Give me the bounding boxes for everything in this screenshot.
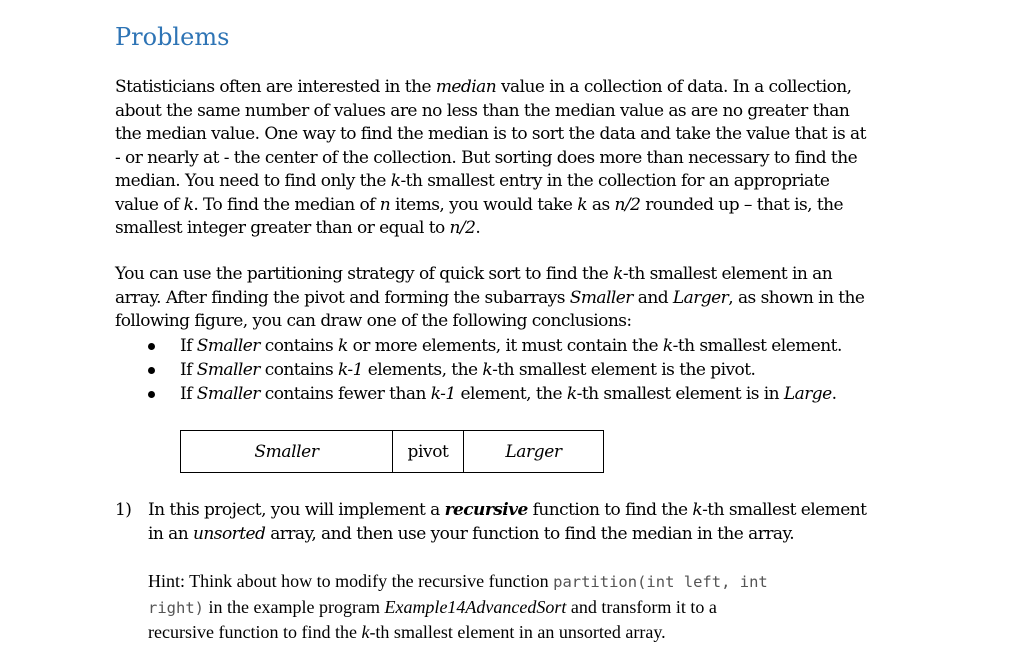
intro-paragraph: Statisticians often are interested in the median value in a collection of data. In a collection, about the same number of values are no less than the median value as are no greater than the median value. One way to find the median is to sort the data and take the value that is at - or nearly at - the center of the collection. But sorting does more than necessary to find the median. You need to find only the k-th smallest entry in the collection for an appropriate value of k. To find the median of n items, you would take k as n/2 rounded up – that is, the smallest integer greater than or equal to n/2. bbox=[115, 77, 866, 238]
page-title: Problems bbox=[115, 23, 230, 51]
pivot-cell: pivot bbox=[393, 431, 464, 472]
partition-paragraph: You can use the partitioning strategy of quick sort to find the k-th smallest element in an array. After finding the pivot and forming the subarrays Smaller and Larger, as shown in the following figure, you can draw one of the following conclusions: bbox=[115, 264, 865, 331]
task-item-1: 1) In this project, you will implement a recursive function to find the k-th smallest element in an unsorted array, and then use your function to find the median in the array. bbox=[115, 500, 867, 544]
larger-cell: Larger bbox=[505, 441, 562, 462]
bullet-icon bbox=[148, 343, 155, 350]
code-snippet: partition(int left, int bbox=[553, 573, 768, 591]
smaller-cell: Smaller bbox=[181, 431, 393, 472]
partition-figure bbox=[180, 430, 604, 473]
bullet-icon bbox=[148, 367, 155, 374]
conclusions-list bbox=[115, 334, 915, 406]
hint-paragraph: Hint: Think about how to modify the recursive function partition(int left, int right) in the example program Example14AdvancedSort and transform it to a recursive function to find the k-th smallest element in an unsorted array. bbox=[148, 571, 768, 642]
bullet-icon bbox=[148, 391, 155, 398]
code-snippet: right) bbox=[148, 598, 204, 617]
list-item: If Smaller contains k-1 elements, the k-th smallest element is the pivot. bbox=[115, 358, 915, 382]
list-item: If Smaller contains k or more elements, it must contain the k-th smallest element. bbox=[115, 334, 915, 358]
item-number: 1) bbox=[115, 500, 132, 520]
list-item: If Smaller contains fewer than k-1 element, the k-th smallest element is in Large. bbox=[115, 382, 915, 406]
